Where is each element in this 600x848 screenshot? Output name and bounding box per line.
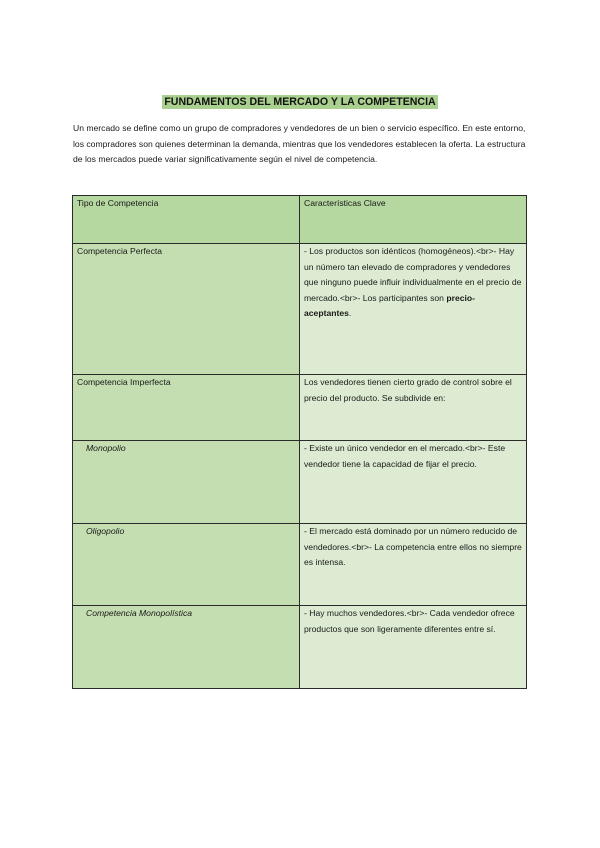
row-desc-imperfect: Los vendedores tienen cierto grado de control sobre el precio del producto. Se subdivide en: [300, 375, 527, 441]
table-row [73, 524, 527, 606]
desc-emphasis: precio-aceptantes [304, 292, 476, 318]
row-desc-perfect [300, 244, 527, 375]
desc-text: - Los productos son idénticos (homogéneos).<br>- Hay un número tan elevado de compradores y vendedores que ninguno puede influir individualmente en el precio de mercado.<br>- Los participantes son [304, 246, 522, 303]
table-row [73, 244, 527, 375]
table-row [73, 606, 527, 689]
row-type-monopoly: Monopolio [73, 441, 300, 524]
title-container [0, 92, 600, 110]
row-desc-monopoly: - Existe un único vendedor en el mercado.<br>- Este vendedor tiene la capacidad de fijar el precio. [300, 441, 527, 524]
table-header-row [73, 196, 527, 244]
row-desc-oligopoly: - El mercado está dominado por un número reducido de vendedores.<br>- La competencia entre ellos no siempre es intensa. [300, 524, 527, 606]
competition-table [72, 195, 527, 689]
desc-text-end: . [348, 308, 352, 318]
header-key-features: Características Clave [300, 196, 527, 244]
table-row [73, 441, 527, 524]
intro-paragraph: Un mercado se define como un grupo de compradores y vendedores de un bien o servicio específico. En este entorno, los compradores son quienes determinan la demanda, mientras que los vendedores establecen la oferta. La estructura de los mercados puede variar significativamente según el nivel de competencia. [73, 123, 526, 164]
document-title: FUNDAMENTOS DEL MERCADO Y LA COMPETENCIA [164, 96, 436, 108]
row-type-perfect: Competencia Perfecta [73, 244, 300, 375]
table-row [73, 375, 527, 441]
header-competition-type: Tipo de Competencia [73, 196, 300, 244]
row-type-imperfect: Competencia Imperfecta [73, 375, 300, 441]
row-type-monopolistic: Competencia Monopolística [73, 606, 300, 689]
row-type-oligopoly: Oligopolio [73, 524, 300, 606]
row-desc-monopolistic: - Hay muchos vendedores.<br>- Cada vendedor ofrece productos que son ligeramente diferentes entre sí. [300, 606, 527, 689]
